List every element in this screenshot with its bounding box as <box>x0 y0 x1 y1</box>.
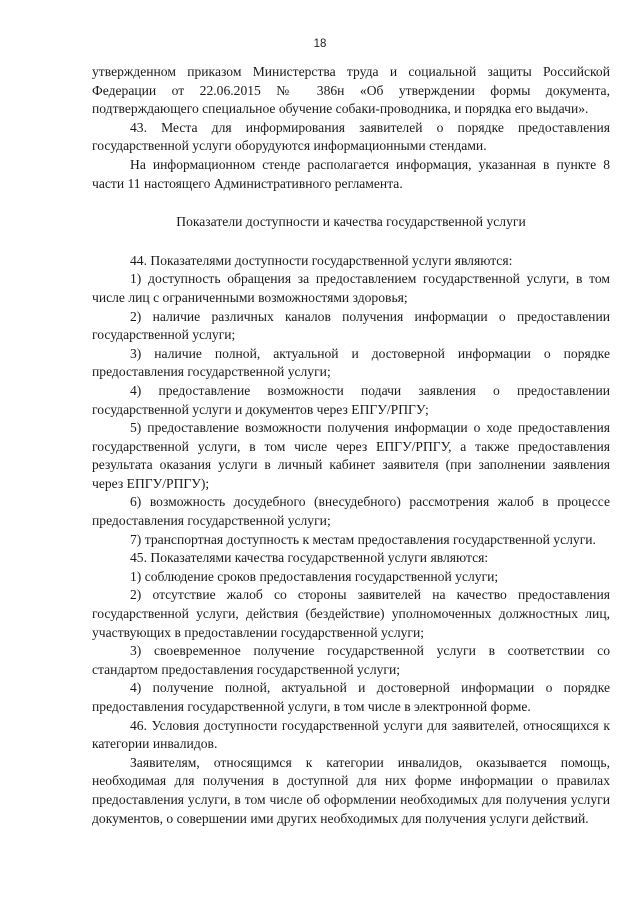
list-item: 4) получение полной, актуальной и достоверной информации о порядке предоставления государственной услуги, в том числе в электронной форме. <box>92 680 610 714</box>
paragraph: Заявителям, относящимся к категории инвалидов, оказывается помощь, необходимая для получения в доступной для них форме информации о правилах предоставления услуги, в том числе об оформлении необходимых для получения услуги документов, о совершении ими других необходимых для получения услуги действий. <box>92 754 610 826</box>
list-item: 2) наличие различных каналов получения информации о предоставлении государственной услуги; <box>92 308 610 343</box>
document-body <box>92 63 610 828</box>
section-title: Показатели доступности и качества государственной услуги <box>176 214 526 230</box>
list-item: 1) доступность обращения за предоставлением государственной услуги, в том числе лиц с ограниченными возможностями здоровья; <box>92 271 610 305</box>
list-item: 5) предоставление возможности получения информации о ходе предоставления государственной услуги, в том числе через ЕПГУ/РПГУ, а также предоставления результата оказания услуги в личный кабинет заявителя (при заполнении заявления через ЕПГУ/РПГУ); <box>92 420 610 491</box>
list-item: 1) соблюдение сроков предоставления государственной услуги; <box>130 568 499 584</box>
list-item: 7) транспортная доступность к местам предоставления государственной услуги. <box>130 531 596 547</box>
list-item: 2) отсутствие жалоб со стороны заявителей на качество предоставления государственной услуги, действия (бездействие) уполномоченных должностных лиц, участвующих в предоставлении государственной услуги; <box>92 587 610 640</box>
paragraph: На информационном стенде располагается информация, указанная в пункте 8 части 11 настоящего Административного регламента. <box>92 156 610 191</box>
paragraph: 46. Условия доступности государственной услуги для заявителей, относящихся к категории инвалидов. <box>92 717 610 752</box>
page-number: 18 <box>313 38 327 50</box>
paragraph: утвержденном приказом Министерства труда и социальной защиты Российской Федерации от 22.06.2015 № 386н «Об утверждении формы документа, подтверждающего специальное обучение собаки-проводника, и порядка его выдачи». <box>92 64 610 117</box>
paragraph: 44. Показателями доступности государственной услуги являются: <box>130 252 513 268</box>
list-item: 4) предоставление возможности подачи заявления о предоставлении государственной услуги и документов через ЕПГУ/РПГУ; <box>92 382 610 417</box>
list-item: 3) наличие полной, актуальной и достоверной информации о порядке предоставления государственной услуги; <box>92 345 610 380</box>
list-item: 3) своевременное получение государственной услуги в соответствии со стандартом предоставления государственной услуги; <box>92 643 610 677</box>
paragraph: 45. Показателями качества государственной услуги являются: <box>130 550 489 566</box>
paragraph: 43. Места для информирования заявителей о порядке предоставления государственной услуги оборудуются информационными стендами. <box>92 119 610 154</box>
list-item: 6) возможность досудебного (внесудебного) рассмотрения жалоб в процессе предоставления государственной услуги; <box>92 494 610 529</box>
